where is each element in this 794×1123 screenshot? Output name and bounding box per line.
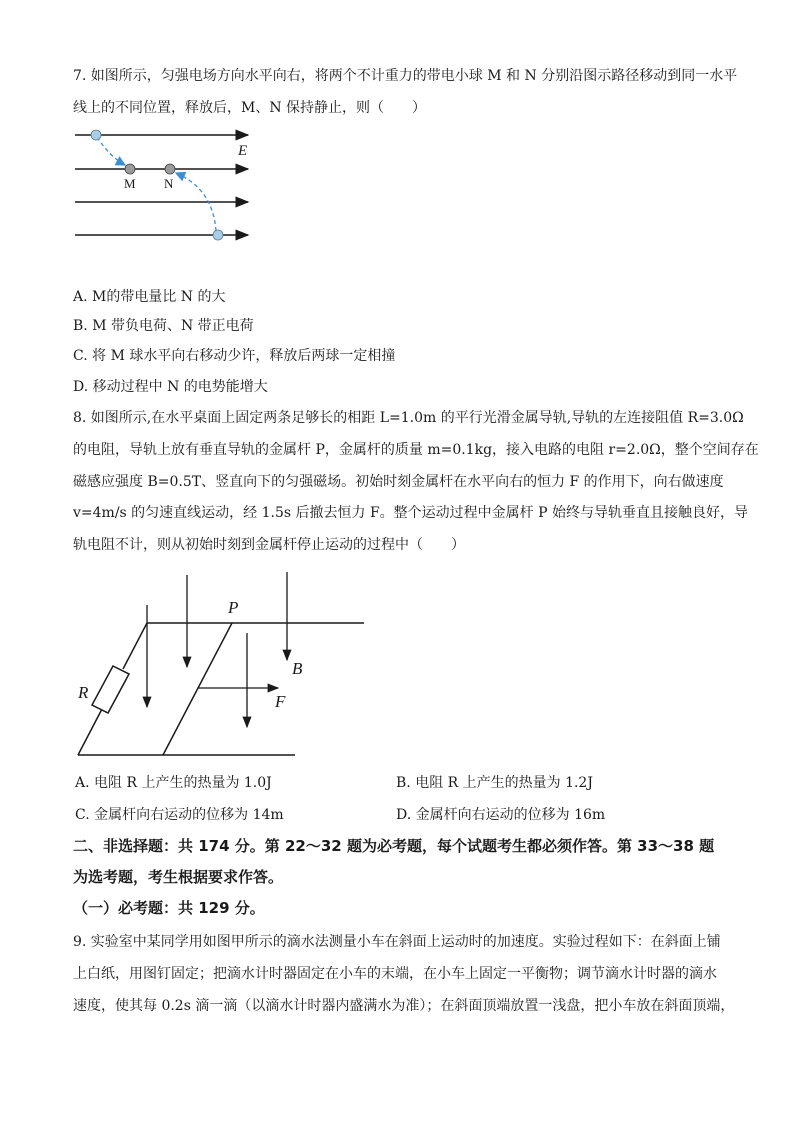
q7-option-b: B. M 带负电荷、N 带正电荷 bbox=[73, 318, 254, 334]
q9-line-1: 9. 实验室中某同学用如图甲所示的滴水法测量小车在斜面上运动时的加速度。实验过程如下：在斜面上铺 bbox=[73, 934, 721, 950]
q8-option-d: D. 金属杆向右运动的位移为 16m bbox=[396, 807, 606, 823]
left-connector-upper bbox=[123, 623, 147, 669]
label-p: P bbox=[228, 598, 239, 617]
label-n: N bbox=[164, 176, 174, 191]
q8-option-a: A. 电阻 R 上产生的热量为 1.0J bbox=[75, 775, 272, 791]
q9-line-3: 速度，使其每 0.2s 滴一滴（以滴水计时器内盛满水为准）；在斜面顶端放置一浅盘，把小车放在斜面顶端， bbox=[73, 998, 735, 1014]
field-label-e: E bbox=[238, 143, 248, 159]
q7-option-a: A. M的带电量比 N 的大 bbox=[73, 289, 226, 305]
q7-stem-cont: 线上的不同位置，释放后，M、N 保持静止，则（ ） bbox=[73, 100, 427, 116]
section2-heading-line2: 为选考题，考生根据要求作答。 bbox=[73, 868, 284, 886]
left-connector-lower bbox=[78, 709, 102, 755]
rod-p bbox=[163, 623, 232, 755]
ball-n bbox=[165, 164, 175, 174]
q8-line-3: 磁感应强度 B=0.5T、竖直向下的匀强磁场。初始时刻金属杆在水平向右的恒力 F 的作用下，向右做速度 bbox=[73, 474, 724, 490]
q8-figure bbox=[70, 565, 370, 765]
label-r: R bbox=[78, 683, 89, 702]
q8-option-c: C. 金属杆向右运动的位移为 14m bbox=[75, 807, 284, 823]
q7-stem: 7. 如图所示，匀强电场方向水平向右，将两个不计重力的带电小球 M 和 N 分别沿图示路径移动到同一水平 bbox=[73, 68, 738, 84]
ball-m bbox=[125, 164, 135, 174]
section2-heading-line1: 二、非选择题：共 174 分。第 22～32 题为必考题，每个试题考生都必须作答。第 33～38 题 bbox=[73, 837, 715, 855]
q7-option-c: C. 将 M 球水平向右移动少许，释放后两球一定相撞 bbox=[73, 348, 396, 364]
label-f: F bbox=[275, 692, 286, 711]
q8-line-1: 8. 如图所示,在水平桌面上固定两条足够长的相距 L=1.0m 的平行光滑金属导轨,导轨的左连接阻值 R=3.0Ω bbox=[73, 410, 744, 426]
path-m bbox=[97, 137, 125, 165]
q7-figure bbox=[70, 125, 260, 245]
q8-option-b: B. 电阻 R 上产生的热量为 1.2J bbox=[396, 775, 593, 791]
resistor-r bbox=[92, 666, 129, 713]
ball-n-start bbox=[213, 230, 223, 240]
section2-sub-heading: （一）必考题：共 129 分。 bbox=[73, 899, 265, 917]
ball-m-start bbox=[91, 130, 101, 140]
q9-line-2: 上白纸，用图钉固定；把滴水计时器固定在小车的末端，在小车上固定一平衡物；调节滴水计时器的滴水 bbox=[73, 966, 717, 982]
q8-line-4: v=4m/s 的匀速直线运动，经 1.5s 后撤去恒力 F。整个运动过程中金属杆 P 始终与导轨垂直且接触良好，导 bbox=[73, 505, 749, 521]
q8-line-5: 轨电阻不计，则从初始时刻到金属杆停止运动的过程中（ ） bbox=[73, 537, 465, 553]
label-b: B bbox=[292, 659, 303, 678]
q8-line-2: 的电阻，导轨上放有垂直导轨的金属杆 P，金属杆的质量 m=0.1kg，接入电路的电阻 r=2.0Ω，整个空间存在 bbox=[73, 442, 759, 458]
q7-option-d: D. 移动过程中 N 的电势能增大 bbox=[73, 379, 268, 395]
label-m: M bbox=[124, 176, 136, 191]
